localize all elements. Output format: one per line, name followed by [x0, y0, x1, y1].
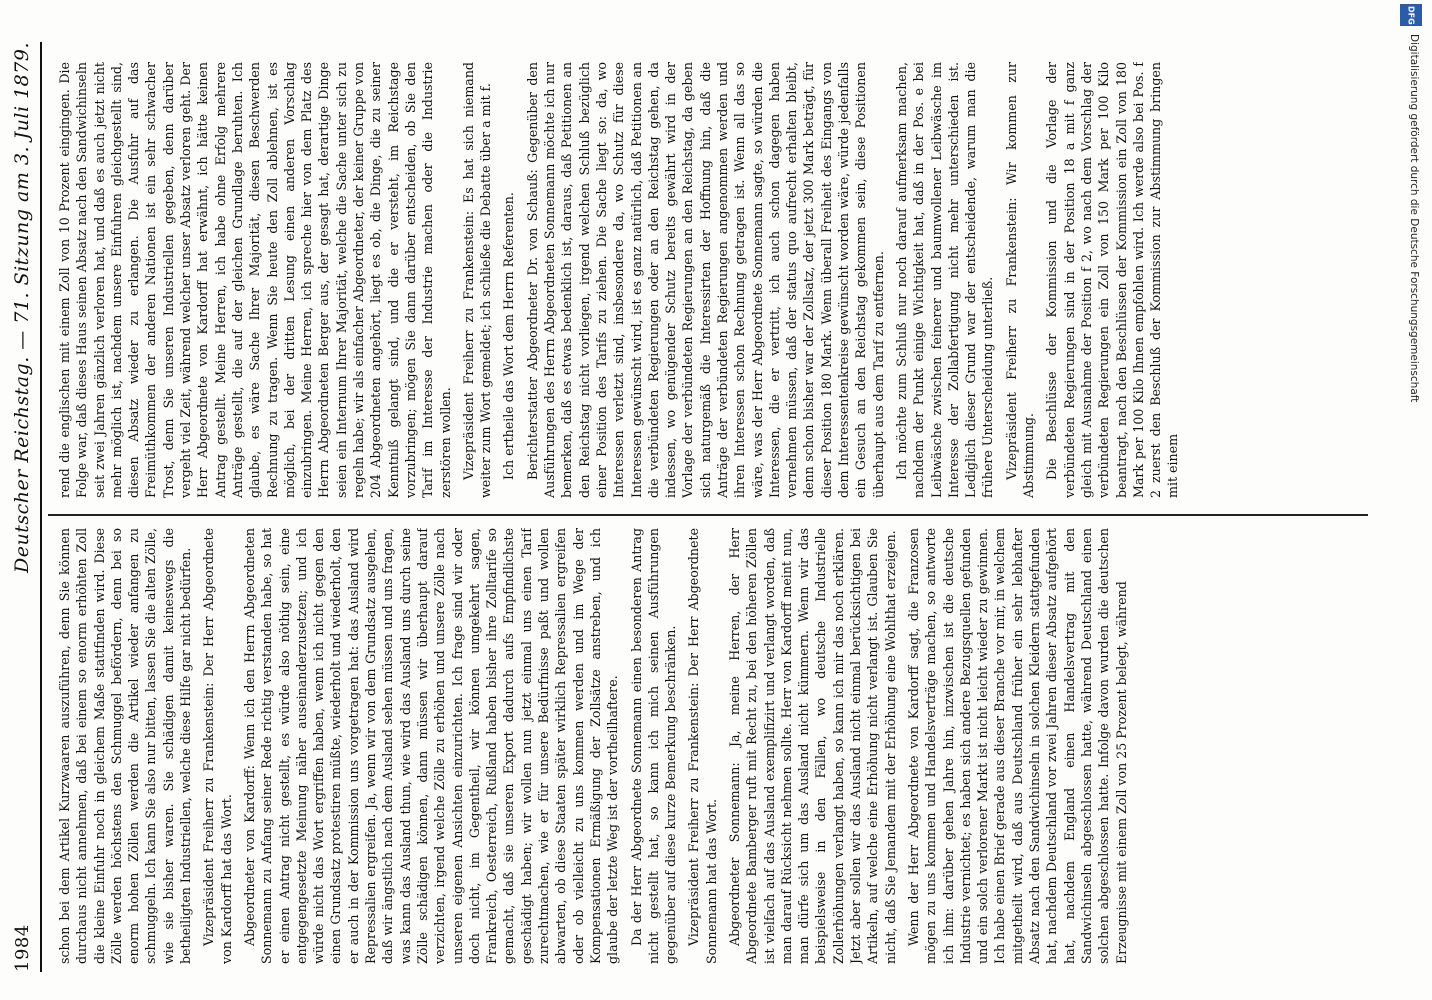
page-header-title: Deutscher Reichstag. — 71. Sitzung am 3. Juli 1879. — [11, 42, 33, 574]
paragraph: Ich möchte zum Schluß nur noch darauf aufmerksam machen, nachdem der Punkt einige Wichtigkeit hat, daß in der Pos. e bei Leibwäsche zwischen feinerer und baumwollener Leibwäsche im Interesse der Zollabfertigung nicht mehr unterschieden ist. Lediglich dieser Grund war der entscheidende, warum man die frühere Unterscheidung unterließ. — [893, 62, 996, 498]
left-column — [56, 528, 1386, 964]
paragraph: Vizepräsident Freiherr zu Frankenstein: Es hat sich niemand weiter zum Wort gemeldet; ich schließe die Debatte über a mit f. — [460, 62, 494, 498]
paragraph: Vizepräsident Freiherr zu Frankenstein: Der Herr Abgeordnete Sonnemann hat das Wort. — [686, 528, 719, 964]
running-header — [4, 42, 42, 972]
paragraph: Da der Herr Abgeordnete Sonnemann einen besonderen Antrag nicht gestellt hat, so kann ich mich seinen Ausführungen gegenüber auf diese kurze Bemerkung beschränken. — [628, 528, 679, 964]
digitization-sidebar — [1406, 0, 1426, 1000]
paragraph: schon bei dem Artikel Kurzwaaren auszuführen, denn Sie können durchaus nicht annehmen, daß bei einem so enorm erhöhten Zoll die kleine Einfuhr noch in gleichem Maße stattfinden wird. Diese Zölle werden höchstens den Schmuggel befördern, denn bei so enorm hohen Zöllen werden die Artikel wieder anfangen zu schmuggeln. Ich kann Sie also nur bitten, lassen Sie die alten Zölle, wie sie bisher waren. Sie schädigen damit keineswegs die betheiligten Industriellen, welche diese Hilfe gar nicht bedürfen. — [57, 528, 194, 964]
paragraph: Vizepräsident Freiherr zu Frankenstein: Wir kommen zur Abstimmung. — [1003, 62, 1037, 498]
paragraph: rend die englischen mit einem Zoll von 10 Prozent eingingen. Die Folge war, daß dieses Haus seinen Absatz nach den Sandwichinseln seit zwei Jahren gänzlich verloren hat, und daß es auch jetzt nicht mehr möglich ist, nachdem unsere Einfuhren gleichgestellt sind, diesen Absatz wieder zu erlangen. Die Ausfuhr auf das Freimüthkommen der anderen Nationen ist ein sehr schwacher Trost, denn Sie unseren Industriellen gegeben, denn darüber vergeht viel Zeit, während welcher unser Absatz verloren geht. Der Herr Abgeordnete von Kardorff hat erwähnt, ich hätte keinen Antrag gestellt. Meine Herren, ich habe ohne Erfolg mehrere Anträge gestellt, die auf der gleichen Grundlage beruhten. Ich glaube, es wäre Sache Ihrer Majorität, diesen Beschwerden Rechnung zu tragen. Wenn Sie heute den Zoll ablehnen, ist es möglich, bei der dritten Lesung einen anderen Vorschlag einzubringen. Meine Herren, ich spreche hier von dem Platz des Herrn Abgeordneten Berger aus, der gesagt hat, derartige Dinge seien ein Internum Ihrer Majorität, welche die Sache unter sich zu regeln habe; wir als einfacher Abgeordneter, der keiner Gruppe von 204 Abgeordneten angehört, liegt es ob, die Dinge, die zu seiner Kenntniß gelangt sind, und die er versteht, im Reichstage vorzubringen; mögen Sie dann darüber entscheiden, ob Sie den Tarif im Interesse der Industrie machen oder die Industrie zerstören wollen. — [57, 62, 453, 498]
paragraph: Vizepräsident Freiherr zu Frankenstein: Der Herr Abgeordnete von Kardorff hat das Wort. — [201, 528, 234, 964]
paragraph: Ich ertheile das Wort dem Herrn Referenten. — [501, 192, 517, 480]
digitization-credit: Digitalisierung gefördert durch die Deutsche Forschungsgemeinschaft — [1408, 34, 1420, 403]
column-divider — [48, 514, 1368, 516]
paragraph: Abgeordneter Sonnemann: Ja, meine Herren, der Herr Abgeordnete Bamberger ruft mit Recht zu, bei den höheren Zöllen ist vielfach auf das Ausland exemplifizirt und verlangt worden, daß man darauf Rücksicht nehmen sollte. Herr von Kardorff meint nun, man dürfe sich um das Ausland nicht kümmern. Wenn wir das beispielsweise in den Fällen, wo deutsche Industrielle Zollerhöhungen verlangt haben, so kann ich mir das noch erklären. Jetzt aber sollen wir das Ausland nicht einmal berücksichtigen bei Artikeln, auf welche eine Erhöhung nicht verlangt ist. Glauben Sie nicht, daß Sie Jemandem mit der Erhöhung eine Wohlthat erzeigen. — [726, 528, 898, 964]
paragraph: Wenn der Herr Abgeordnete von Kardorff sagt, die Franzosen mögen zu uns kommen und Handelsverträge machen, so antworte ich ihm: darüber gehen Jahre hin, inzwischen ist die deutsche Industrie vernichtet; es haben sich andere Bezugsquellen gefunden und ein solch verlorener Markt ist nicht leicht wieder zu gewinnen. Ich habe einen Brief gerade aus dieser Branche vor mir, in welchem mitgetheilt wird, daß aus Deutschland früher ein sehr lebhafter Absatz nach den Sandwichinseln in solchen Kleidern stattgefunden hat, nachdem Deutschland vor zwei Jahren dieser Absatz aufgehört hat, nachdem England einen Handelsvertrag mit den Sandwichinseln abgeschlossen hatte, während Deutschland einen solchen abgeschlossen hatte. Infolge davon wurden die deutschen Erzeugnisse mit einem Zoll von 25 Prozent belegt, während — [905, 528, 1129, 964]
dfg-logo: DFG — [1400, 4, 1422, 26]
right-column — [56, 62, 1386, 498]
paragraph: Berichterstatter Abgeordneter Dr. von Schauß: Gegenüber den Ausführungen des Herrn Abgeordneten Sonnemann möchte ich nur bemerken, daß es etwas bedenklich ist, daraus, daß Petitionen an den Reichstag nicht vorliegen, irgend welchen Schluß bezüglich einer Position des Tarifs zu ziehen. Die Sache liegt so: da, wo Interessen verletzt sind, insbesondere da, wo Schutz für diese Interessen gewünscht wird, ist es ganz natürlich, daß Petitionen an die verbündeten Regierungen oder an den Reichstag gehen, da indessen, wo genügender Schutz bereits gewährt wird in der Vorlage der verbündeten Regierungen an den Reichstag, da geben sich naturgemäß die Interessirten der Hoffnung hin, daß die Anträge der verbündeten Regierungen angenommen werden und ihren Interessen schon Rechnung getragen ist. Wenn all das so wäre, was der Herr Abgeordnete Sonnemann sagte, so würden die Interessen, die er vertritt, ich auch schon dagegen haben vernehmen müssen, daß der status quo aufrecht erhalten bleibt, denn schon bisher war der Zollsatz, der jetzt 300 Mark beträgt, für dieser Position 180 Mark. Wenn überall Freiheit des Eingangs von dem Interessentenkreise gewünscht worden wäre, würde jedenfalls ein Gesuch an den Reichstag gekommen sein, diese Positionen überhaupt aus dem Tarif zu entfernen. — [524, 62, 886, 498]
paragraph: Die Beschlüsse der Kommission und die Vorlage der verbündeten Regierungen sind in der Position 18 a mit f ganz gleich mit Ausnahme der Position f 2, wo nach dem Vorschlag der verbündeten Regierungen ein Zoll von 150 Mark per 100 Kilo beantragt, nach den Beschlüssen der Kommission ein Zoll von 180 Mark per 100 Kilo Ihnen empfohlen wird. Ich werde also bei Pos. f 2 zuerst den Beschluß der Kommission zur Abstimmung bringen mit einem — [1044, 62, 1181, 498]
page-number: 1984 — [11, 924, 33, 972]
paragraph: Abgeordneter von Kardorff: Wenn ich den Herrn Abgeordneten Sonnemann zu Anfang seiner Rede richtig verstanden habe, so hat er einen Antrag nicht gestellt, es würde also nöthig sein, eine entgegengesetzte Meinung näher auseinanderzusetzen; und ich würde nicht das Wort ergriffen haben, wenn ich nicht gegen den einen Grundsatz protestiren müßte, wiederholt und wiederholt, den er auch in der Kommission uns vorgetragen hat: das Ausland wird Repressalien ergreifen. Ja, wenn wir von dem Grundsatz ausgehen, daß wir ängstlich nach dem Ausland sehen müssen und uns fragen, was kann das Ausland thun, wie wird das Ausland uns durch seine Zölle schädigen können, dann müssen wir überhaupt darauf verzichten, irgend welche Zölle zu erhöhen und unsere Zölle nach unseren eigenen Ansichten einzurichten. Ich frage sind wir oder doch nicht, im Gegentheil, wir können umgekehrt sagen, Frankreich, Oesterreich, Rußland haben bisher ihre Zolltarife so gemacht, daß sie unseren Export dadurch aufs Empfindlichste geschädigt haben; wir wollen nun jetzt einmal uns einen Tarif zurechtmachen, wie er für unsere Bedürfnisse paßt und wollen abwarten, ob diese Staaten später wirklich Repressalien ergreifen oder ob vielleicht zu uns kommen werden und im Wege der Kompensationen Ermäßigung der Zollsätze anstreben, und ich glaube der letzte Weg ist der vortheilhaftere. — [241, 528, 621, 964]
